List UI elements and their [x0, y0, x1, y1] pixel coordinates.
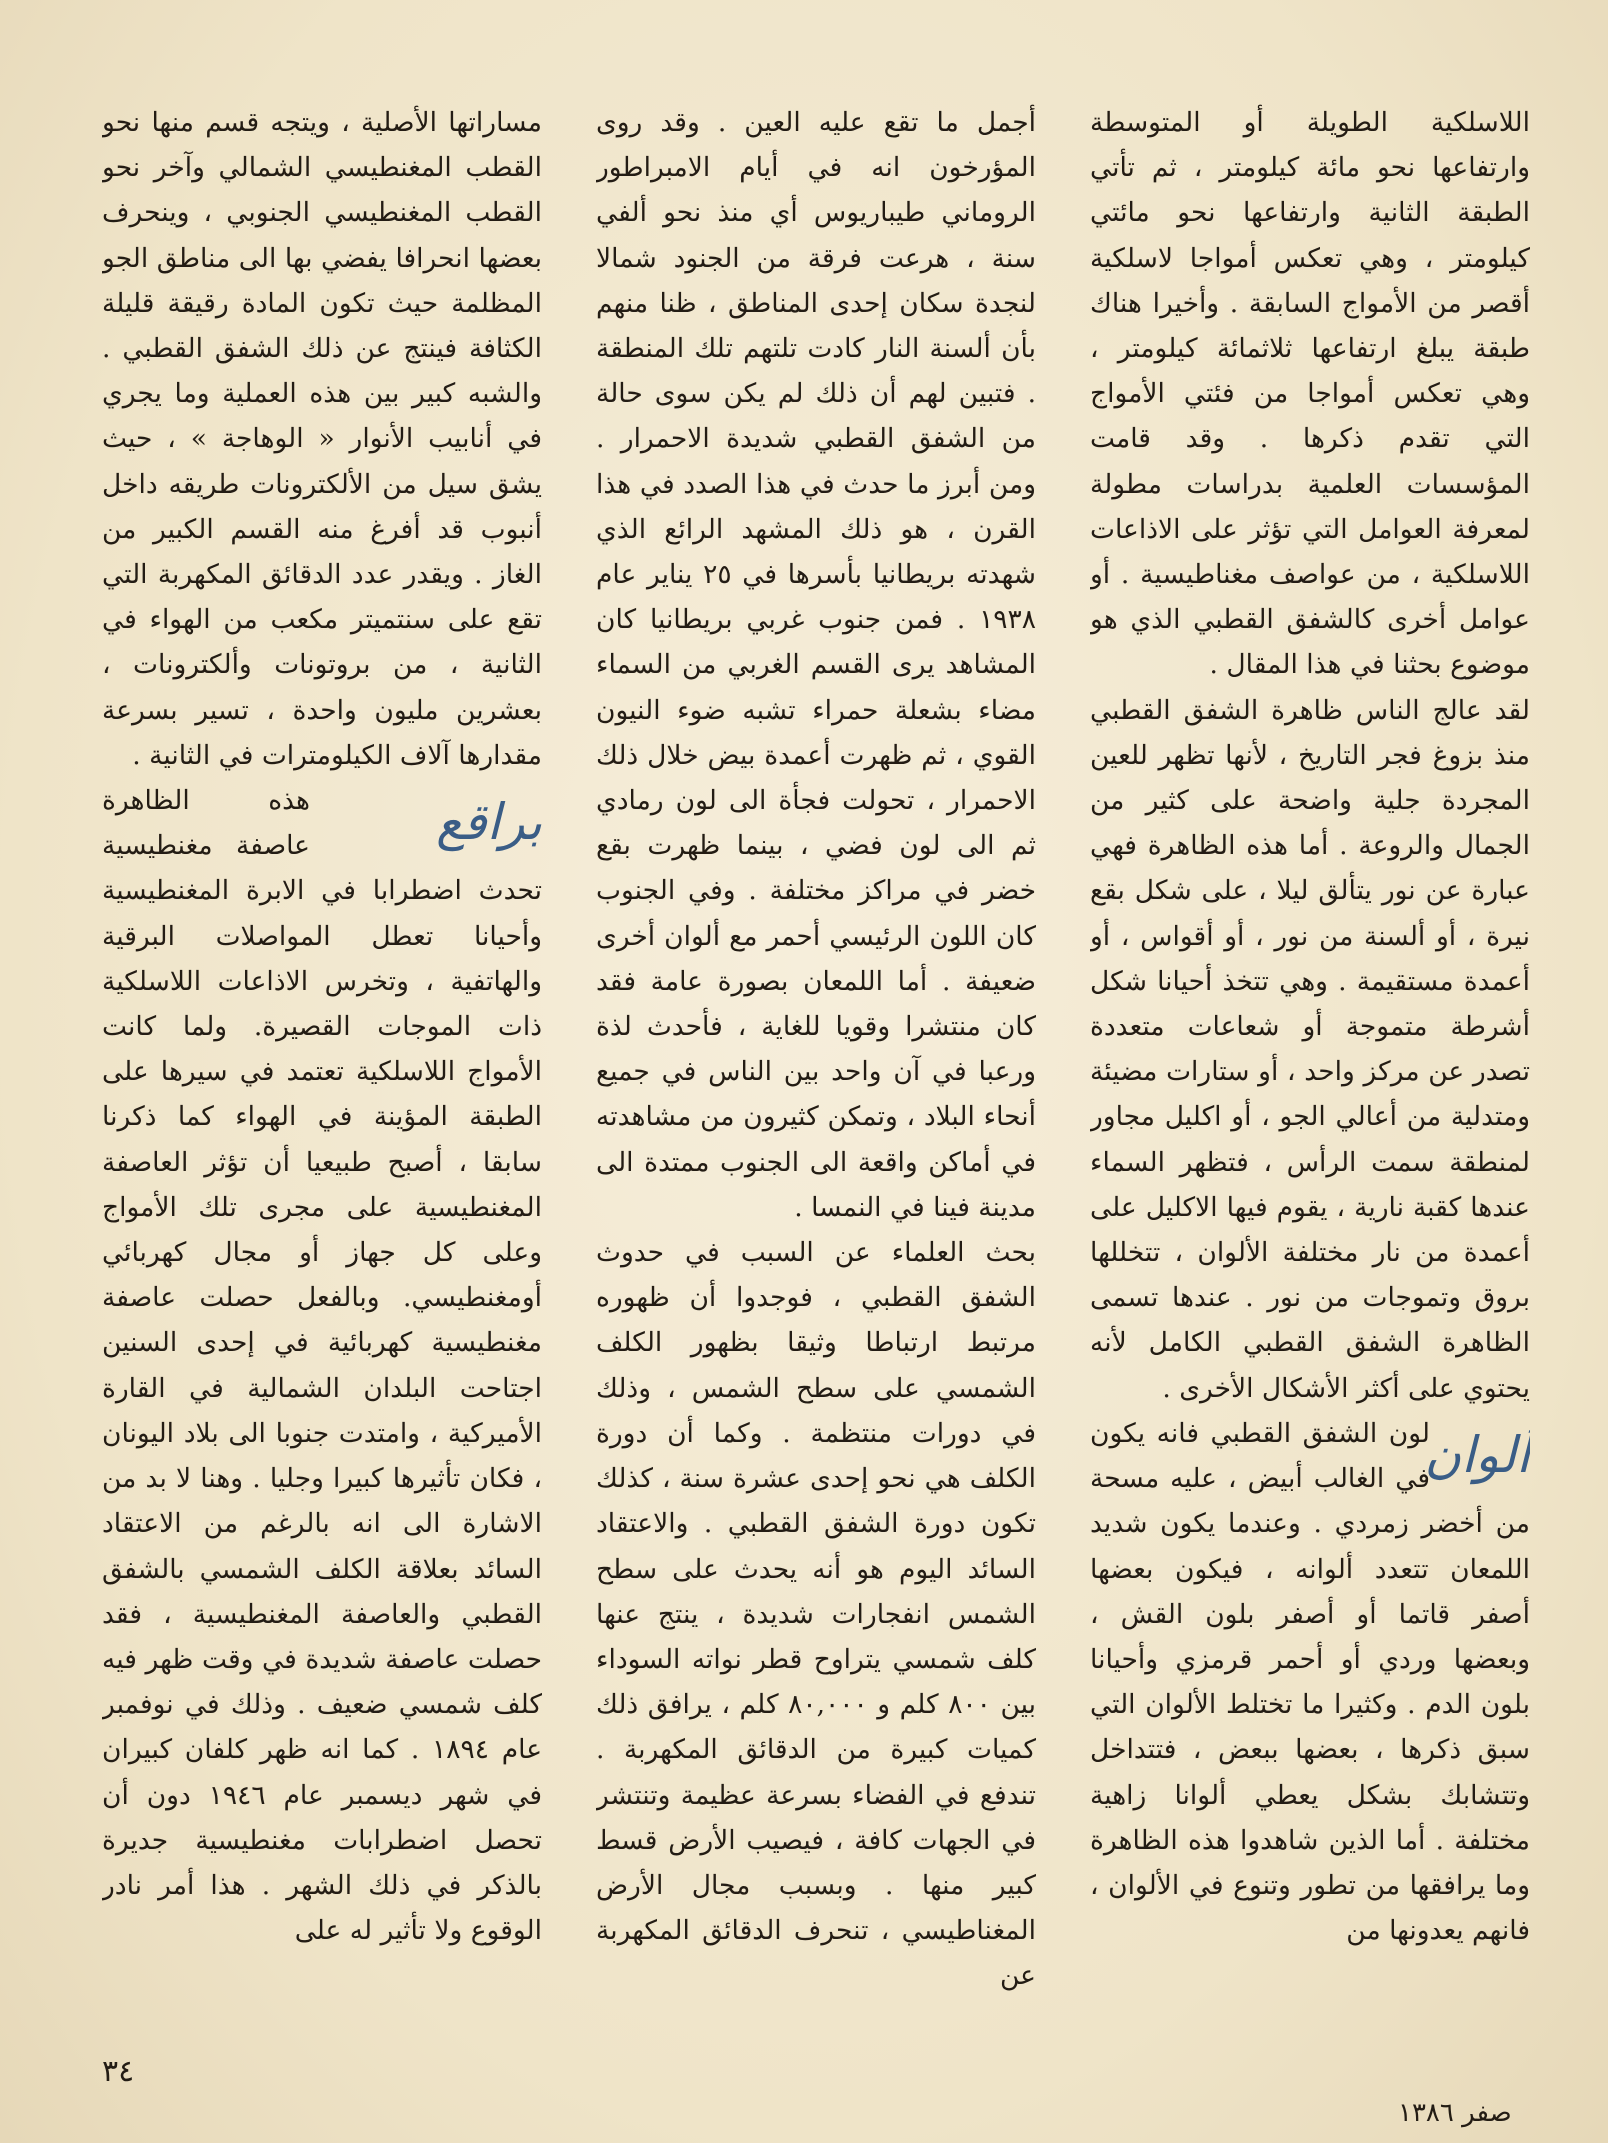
margin-heading-baraqi: براقع [436, 793, 542, 852]
text-column-right [1090, 100, 1530, 2035]
paragraph-text: هذه الظاهرة عاصفة مغنطيسية تحدث اضطرابا في الابرة المغنطيسية وأحيانا تعطل المواصلات البرقية والهاتفية ، وتخرس الاذاعات اللاسلكية ذات الموجات القصيرة. ولما كانت الأمواج اللاسلكية تعتمد في سيرها على الطبقة المؤينة في الهواء كما ذكرنا سابقا ، أصبح طبيعيا أن تؤثر العاصفة المغنطيسية على مجرى تلك الأمواج وعلى كل جهاز أو مجال كهربائي أومغنطيسي. وبالفعل حصلت عاصفة مغنطيسية كهربائية في إحدى السنين اجتاحت البلدان الشمالية في القارة الأميركية ، وامتدت جنوبا الى بلاد اليونان ، فكان تأثيرها كبيرا وجليا . وهنا لا بد من الاشارة الى انه بالرغم من الاعتقاد السائد بعلاقة الكلف الشمسي بالشفق القطبي والعاصفة المغنطيسية ، فقد حصلت عاصفة شديدة في وقت ظهر فيه كلف شمسي ضعيف . وذلك في نوفمبر عام ١٨٩٤ . كما انه ظهر كلفان كبيران في شهر ديسمبر عام ١٩٤٦ دون أن تحصل اضطرابات مغنطيسية جديرة بالذكر في ذلك الشهر . هذا أمر نادر الوقوع ولا تأثير له على [102, 785, 542, 1947]
text-column-middle [596, 100, 1036, 2035]
paragraph [102, 778, 542, 1953]
paragraph [1090, 1411, 1530, 1953]
paragraph: بحث العلماء عن السبب في حدوث الشفق القطبي ، فوجدوا أن ظهوره مرتبط ارتباطا وثيقا بظهور الكلف الشمسي على سطح الشمس ، وذلك في دورات منتظمة . وكما أن دورة الكلف هي نحو إحدى عشرة سنة ، كذلك تكون دورة الشفق القطبي . والاعتقاد السائد اليوم هو أنه يحدث على سطح الشمس انفجارات شديدة ، ينتج عنها كلف شمسي يتراوح قطر نواته السوداء بين ٨٠٠ كلم و ٨٠,٠٠٠ كلم ، يرافق ذلك كميات كبيرة من الدقائق المكهربة . تندفع في الفضاء بسرعة عظيمة وتنتشر في الجهات كافة ، فيصيب الأرض قسط كبير منها . وبسبب مجال الأرض المغناطيسي ، تنحرف الدقائق المكهربة عن [596, 1237, 1036, 1992]
paragraph: أجمل ما تقع عليه العين . وقد روى المؤرخون انه في أيام الامبراطور الروماني طيباريوس أي منذ نحو ألفي سنة ، هرعت فرقة من الجنود شمالا لنجدة سكان إحدى المناطق ، ظنا منهم بأن ألسنة النار كادت تلتهم تلك المنطقة . فتبين لهم أن ذلك لم يكن سوى حالة من الشفق القطبي شديدة الاحمرار . ومن أبرز ما حدث في هذا الصدد في هذا القرن ، هو ذلك المشهد الرائع الذي شهدته بريطانيا بأسرها في ٢٥ يناير عام ١٩٣٨ . فمن جنوب غربي بريطانيا كان المشاهد يرى القسم الغربي من السماء مضاء بشعلة حمراء تشبه ضوء النيون القوي ، ثم ظهرت أعمدة بيض خلال ذلك الاحمرار ، تحولت فجأة الى لون رمادي ثم الى لون فضي ، بينما ظهرت بقع خضر في مراكز مختلفة . وفي الجنوب كان اللون الرئيسي أحمر مع ألوان أخرى ضعيفة . أما اللمعان بصورة عامة فقد كان منتشرا وقويا للغاية ، فأحدث لذة ورعبا في آن واحد بين الناس في جميع أنحاء البلاد ، وتمكن كثيرون من مشاهدته في أماكن واقعة الى الجنوب ممتدة الى مدينة فينا في النمسا . [596, 107, 1036, 1223]
paragraph: مساراتها الأصلية ، ويتجه قسم منها نحو القطب المغنطيسي الشمالي وآخر نحو القطب المغنطيسي الجنوبي ، وينحرف بعضها انحرافا يفضي بها الى مناطق الجو المظلمة حيث تكون المادة رقيقة قليلة الكثافة فينتج عن ذلك الشفق القطبي . والشبه كبير بين هذه العملية وما يجري في أنابيب الأنوار « الوهاجة » ، حيث يشق سيل من الألكترونات طريقه داخل أنبوب قد أفرغ منه القسم الكبير من الغاز . ويقدر عدد الدقائق المكهربة التي تقع على سنتميتر مكعب من الهواء في الثانية ، من بروتونات وألكترونات ، بعشرين مليون واحدة ، تسير بسرعة مقدارها آلاف الكيلومترات في الثانية . [102, 107, 542, 771]
paragraph: لقد عالج الناس ظاهرة الشفق القطبي منذ بزوغ فجر التاريخ ، لأنها تظهر للعين المجردة جلية واضحة على كثير من الجمال والروعة . أما هذه الظاهرة فهي عبارة عن نور يتألق ليلا ، على شكل بقع نيرة ، أو ألسنة من نور ، أو أقواس ، أو أعمدة مستقيمة . وهي تتخذ أحيانا شكل أشرطة متموجة أو شعاعات متعددة تصدر عن مركز واحد ، أو ستارات مضيئة ومتدلية من أعالي الجو ، أو اكليل مجاور لمنطقة سمت الرأس ، فتظهر السماء عندها كقبة نارية ، يقوم فيها الاكليل على أعمدة من نار مختلفة الألوان ، تتخللها بروق وتموجات من نور . عندها تسمى الظاهرة الشفق القطبي الكامل لأنه يحتوي على أكثر الأشكال الأخرى . [1090, 694, 1530, 1404]
issue-date: صفر ١٣٨٦ [1398, 2098, 1512, 2128]
page-number: ٣٤ [102, 2054, 135, 2089]
paragraph-text: لون الشفق القطبي فانه يكون في الغالب أبيض ، عليه مسحة من أخضر زمردي . وعندما يكون شديد اللمعان تتعدد ألوانه ، فيكون بعضها أصفر قاتما أو أصفر بلون القش ، وبعضها وردي أو أحمر قرمزي وأحيانا بلون الدم . وكثيرا ما تختلط الألوان التي سبق ذكرها ، بعضها ببعض ، فتتداخل وتتشابك بشكل يعطي ألوانا زاهية مختلفة . أما الذين شاهدوا هذه الظاهرة وما يرافقها من تطور وتنوع في الألوان ، فانهم يعدونها من [1090, 1417, 1530, 1947]
paragraph: اللاسلكية الطويلة أو المتوسطة وارتفاعها نحو مائة كيلومتر ، ثم تأتي الطبقة الثانية وارتفاعها نحو مائتي كيلومتر ، وهي تعكس أمواجا لاسلكية أقصر من الأمواج السابقة . وأخيرا هناك طبقة يبلغ ارتفاعها ثلاثمائة كيلومتر ، وهي تعكس أمواجا من فئتي الأمواج التي تقدم ذكرها . وقد قامت المؤسسات العلمية بدراسات مطولة لمعرفة العوامل التي تؤثر على الاذاعات اللاسلكية ، من عواصف مغناطيسية . أو عوامل أخرى كالشفق القطبي الذي هو موضوع بحثنا في هذا المقال . [1090, 107, 1530, 681]
margin-heading-alwan: ألوان [1424, 1425, 1530, 1484]
text-column-left [102, 100, 542, 2035]
